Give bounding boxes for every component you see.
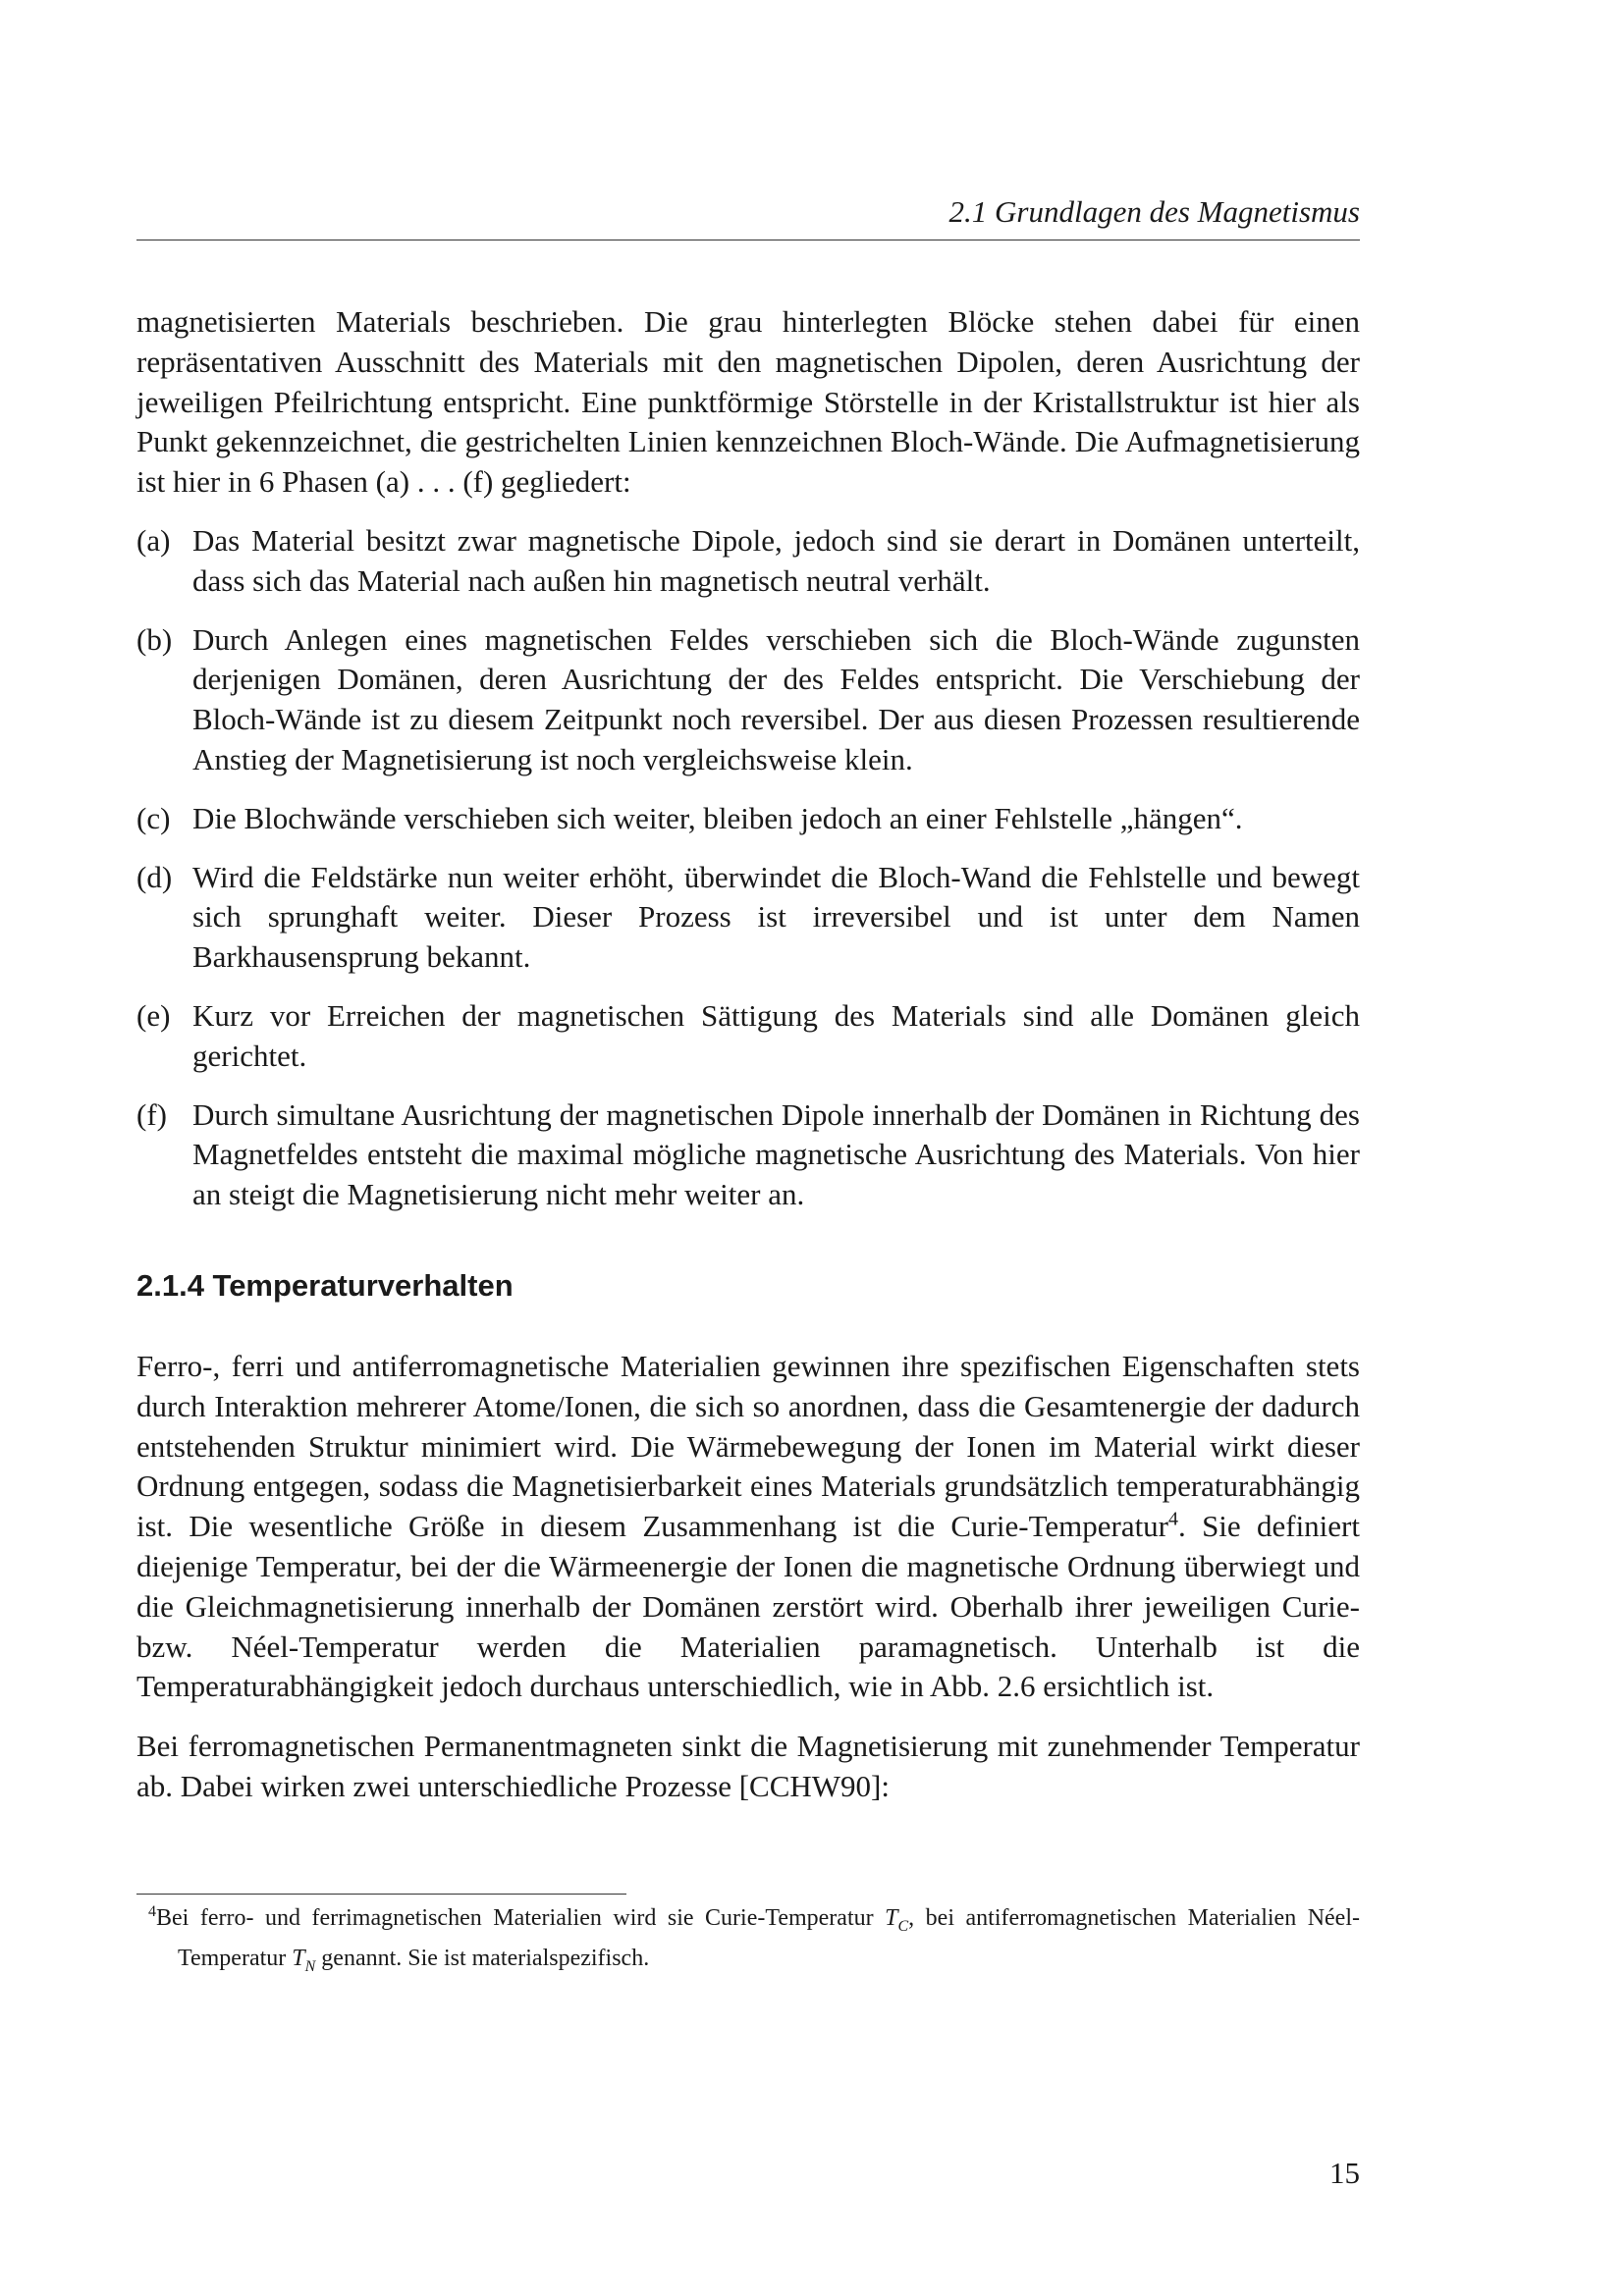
list-item-text: Kurz vor Erreichen der magnetischen Sättigung des Materials sind alle Domänen gleich gerichtet. — [192, 997, 1360, 1073]
list-item-label: (f) — [136, 1096, 167, 1132]
footnote-text: , bei antiferromagnetischen Materialien Néel-Temperatur — [178, 1905, 1360, 1971]
temperature-paragraph-2: Bei ferromagnetischen Permanentmagneten sinkt die Magnetisierung mit zunehmender Temperatur ab. Dabei wirken zwei unterschiedliche Prozesse [CCHW90]: — [136, 1729, 1360, 1803]
list-item-e — [136, 996, 1360, 1077]
paragraph-text: Ferro-, ferri und antiferromagnetische Materialien gewinnen ihre spezifischen Eigenschaften stets durch Interaktion mehrerer Atome/Ionen, die sich so anordnen, dass die Gesamtenergie der dadurch entstehenden Struktur minimiert wird. Die Wärmebewegung der Ionen im Material wirkt dieser Ordnung entgegen, sodass die Magnetisierbarkeit eines Materials grundsätzlich temperaturabhängig ist. Die wesentliche Größe in diesem Zusammenhang ist die Curie-Temperatur — [136, 1348, 1360, 1544]
footnote-text: genannt. Sie ist materialspezifisch. — [315, 1945, 650, 1971]
math-subscript: C — [897, 1917, 909, 1935]
math-symbol: T — [885, 1905, 898, 1931]
list-item-c — [136, 799, 1360, 839]
list-item-text: Wird die Feldstärke nun weiter erhöht, überwindet die Bloch-Wand die Fehlstelle und bewegt sich sprunghaft weiter. Dieser Prozess ist irreversibel und ist unter dem Namen Barkhausensprung bekannt. — [192, 859, 1360, 975]
footnote-rule — [136, 1894, 626, 1895]
math-symbol: T — [292, 1945, 305, 1971]
list-item-text: Die Blochwände verschieben sich weiter, bleiben jedoch an einer Fehlstelle „hängen“. — [192, 800, 1243, 835]
section-heading: 2.1.4 Temperaturverhalten — [136, 1267, 514, 1303]
list-item-label: (c) — [136, 800, 171, 835]
list-item-text: Durch Anlegen eines magnetischen Feldes verschieben sich die Bloch-Wände zugunsten derjenigen Domänen, deren Ausrichtung der des Feldes entspricht. Die Verschiebung der Bloch-Wände ist zu diesem Zeitpunkt noch reversibel. Der aus diesen Prozessen resultierende Anstieg der Magnetisierung ist noch vergleichsweise klein. — [192, 621, 1360, 776]
list-item-b — [136, 620, 1360, 780]
paragraph-text: . Sie definiert diejenige Temperatur, bei der die Wärmeenergie der Ionen die magnetische Ordnung überwiegt und die Gleichmagnetisierung innerhalb der Domänen zerstört wird. Oberhalb ihrer jeweiligen Curie- bzw. Néel-Temperatur werden die Materialien paramagnetisch. Unterhalb ist die Temperaturabhängigkeit jedoch durchaus unterschiedlich, wie in Abb. 2.6 ersichtlich ist. — [136, 1509, 1360, 1704]
list-item-text: Das Material besitzt zwar magnetische Dipole, jedoch sind sie derart in Domänen unterteilt, dass sich das Material nach außen hin magnetisch neutral verhält. — [192, 522, 1360, 598]
intro-paragraph: magnetisierten Materials beschrieben. Die grau hinterlegten Blöcke stehen dabei für einen repräsentativen Ausschnitt des Materials mit den magnetischen Dipolen, deren Ausrichtung der jeweiligen Pfeilrichtung entspricht. Eine punktförmige Störstelle in der Kristallstruktur ist hier als Punkt gekennzeichnet, die gestrichelten Linien kennzeichnen Bloch-Wände. Die Aufmagnetisierung ist hier in 6 Phasen (a) . . . (f) gegliedert: — [136, 304, 1360, 500]
footnote-mark: 4 — [148, 1903, 156, 1920]
list-item-label: (e) — [136, 997, 171, 1033]
list-item-label: (b) — [136, 621, 173, 657]
list-item-d — [136, 858, 1360, 978]
curie-symbol — [885, 1905, 897, 1931]
page-number: 15 — [1329, 2156, 1360, 2190]
footnote-text: Bei ferro- und ferrimagnetischen Materialien wird sie Curie-Temperatur — [156, 1905, 886, 1931]
page-body — [136, 302, 1360, 1807]
list-item-label: (d) — [136, 859, 173, 894]
phase-list — [136, 521, 1360, 1215]
running-header: 2.1 Grundlagen des Magnetismus — [948, 194, 1360, 229]
neel-symbol — [292, 1946, 304, 1971]
footnote-4 — [136, 1902, 1360, 1983]
temperature-paragraph-1 — [136, 1347, 1360, 1707]
list-item-text: Durch simultane Ausrichtung der magnetischen Dipole innerhalb der Domänen in Richtung des Magnetfeldes entsteht die maximal mögliche magnetische Ausrichtung des Materials. Von hier an steigt die Magnetisierung nicht mehr weiter an. — [192, 1096, 1360, 1212]
list-item-a — [136, 521, 1360, 602]
footnote-reference[interactable]: 4 — [1168, 1508, 1179, 1530]
list-item-label: (a) — [136, 522, 171, 558]
math-subscript: N — [304, 1957, 316, 1975]
footnotes — [136, 1902, 1360, 1983]
list-item-f — [136, 1095, 1360, 1215]
